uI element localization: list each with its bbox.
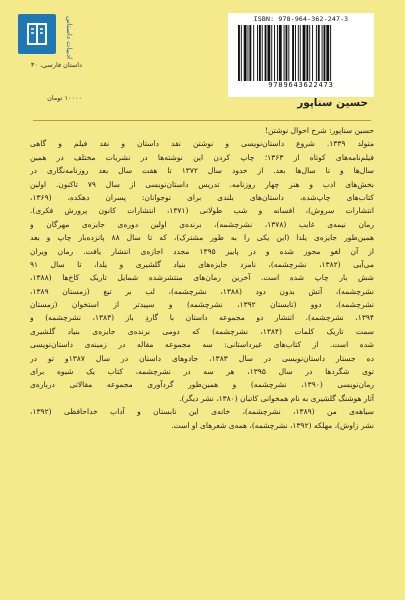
barcode-bar (322, 25, 323, 81)
isbn-label: ISBN: 978-964-362-247-3 (253, 15, 349, 23)
book-price: ۱۰۰۰۰ تومان (47, 94, 82, 102)
barcode-bar (284, 25, 285, 81)
barcode-bar (238, 25, 240, 81)
barcode-bar (257, 25, 258, 81)
divider-line (33, 120, 371, 121)
barcode-digits: 9789643622473 (268, 81, 334, 89)
barcode-bar (312, 25, 313, 81)
barcode-bar (274, 25, 275, 81)
barcode-bar (253, 25, 254, 81)
barcode-sticker (228, 13, 374, 97)
barcode-bar (318, 25, 320, 81)
bio-line: شش بار چاپ شده است. آخرین رمان‌های منتشرشده شمایل تاریک کاخ‌ها (۱۳۸۸، (30, 273, 374, 283)
bio-line: همین‌طور جایزه‌ی یلدا (این یکی را به طور مشترک)، که تا سال ۸۸ پانزده‌بار چاپ و بعد (30, 233, 374, 243)
bio-line: حسین سناپور: شرح احوال نوشتن! (264, 126, 374, 135)
barcode-bar (249, 25, 251, 81)
bio-line: از آن لغو مجوز شده و در پاییز ۱۳۹۵ مجدد اجازه‌ی انتشار یافت. رمان ویران (30, 246, 374, 256)
bio-line: کتاب‌های چاپ‌شده، داستان‌های بلندی برای نوجوانان: پسران دهکده، (۱۳۶۹، (30, 192, 374, 202)
series-label: ادبیات داستانی (65, 16, 73, 60)
bio-line: رمان نیمه‌ی غایب (۱۳۷۸، نشرچشمه)، برنده‌ی اولین دوره‌ی جایزه‌ی مهرگان و (30, 219, 374, 229)
barcode-bar (288, 25, 289, 81)
barcode-bar (259, 25, 261, 81)
bio-line: نشرچشمه)، دوو (تابستان ۱۳۹۲، نشرچشمه) و سپیدتر از استخوان (زمستان (30, 300, 374, 310)
barcode-bar (295, 25, 296, 81)
book-series: داستان فارسی، ۳۰ (30, 61, 82, 69)
bio-line: شده است. از کتاب‌های غیرداستانی: سه مجموعه مقاله در زمینه‌ی داستان‌نویسی (30, 340, 374, 350)
barcode-bar (262, 25, 263, 81)
barcode-bar (267, 25, 270, 81)
book-meta (14, 60, 82, 104)
barcode-bar (298, 25, 299, 81)
bio-line: سیاهه‌ی من (۱۳۸۹، نشرچشمه)، خانه‌ی این تابستان و آداب خداحافظی (۱۳۹۲، (30, 407, 374, 417)
barcode-bar (241, 25, 242, 81)
barcode-bar (244, 25, 247, 81)
barcode-bar (324, 25, 326, 81)
barcode-bar (309, 25, 310, 81)
bio-line: بخش‌های ادب و هنر چهار روزنامه. تدریس داستان‌نویسی از سال ۷۹ تاکنون. اولین (30, 179, 374, 189)
barcode-bar (316, 25, 317, 81)
barcode-bar (303, 25, 306, 81)
bio-line: نشرچشمه)، آتش بدون دود (۱۳۸۸، نشرچشمه)، لب بر تیغ (زمستان ۱۳۸۹، (30, 286, 374, 296)
barcode-bar (248, 25, 249, 81)
barcode-bar (330, 25, 331, 81)
barcode-bars (236, 25, 366, 81)
author-name: حسین سناپور (297, 97, 368, 109)
bio-line: رمان‌نویسی (۱۳۹۰، نشرچشمه) و همین‌طور گردآوری مجموعه مقالاتی درباره‌ی (30, 380, 374, 390)
bio-line: سمت تاریک کلمات (۱۳۸۴، نشرچشمه) که دومی برنده‌ی جایزه‌ی بنیاد گلشیری (30, 326, 374, 336)
publisher-logo (18, 14, 56, 54)
bio-line: ده جستار داستان‌نویسی در سال ۱۳۸۳، جادوهای داستان در سال ۱۳۸۷و تو در (30, 353, 374, 363)
barcode-bar (265, 25, 267, 81)
barcode-bar (279, 25, 282, 81)
bio-line: سال‌ها و تا سال‌ها بعد. از حدود سال ۱۳۷۲ تا هفت سال بعد روزنامه‌نگاری در (30, 166, 374, 176)
bio-line: انتشارات سروش)، افسانه و شب طولانی (۱۳۷۱، انتشارات کانون پرورش فکری). (30, 206, 374, 216)
bio-line: ۱۳۹۴، نشرچشمه). انتشار دو مجموعه داستان با گاردِ باز (۱۳۸۳، نشرچشمه) و (30, 313, 374, 323)
publisher-logo-icon (22, 19, 52, 49)
bio-line: توی شگردها در سال ۱۳۹۵، هر سه در نشرچشمه، کتاب یک شیوه برای (30, 367, 374, 377)
barcode-bar (271, 25, 272, 81)
bio-line: فیلم‌نامه‌های کوتاه از ۱۳۶۳؛ چاپ کردن این نوشته‌ها در نشریات مختلف در همین (30, 152, 374, 162)
barcode-bar (277, 25, 278, 81)
barcode-bar (292, 25, 294, 81)
barcode-bar (300, 25, 301, 81)
barcode-bar (326, 25, 329, 81)
bio-line: متولد ۱۳۳۹. شروع داستان‌نویسی و نوشتن نقد داستان و نقد فیلم و گاهی (30, 139, 374, 149)
barcode-bar (306, 25, 308, 81)
bio-line: نشر زاوش)، مهلکه (۱۳۹۲، نشرچشمه)، همه‌ی شعرهای او است. (171, 420, 374, 430)
bio-line: آثار هوشنگ گلشیری به نام همخوانی کاتبان (۱۳۸۰، نشر دیگر). (179, 393, 374, 403)
bio-line: می‌آیی (۱۳۸۲، نشرچشمه)، نامزد جایزه‌های بنیاد گلشیری و یلدا، تا سال ۹۱ (30, 259, 374, 269)
barcode-bar (286, 25, 288, 81)
author-biography (30, 124, 374, 432)
